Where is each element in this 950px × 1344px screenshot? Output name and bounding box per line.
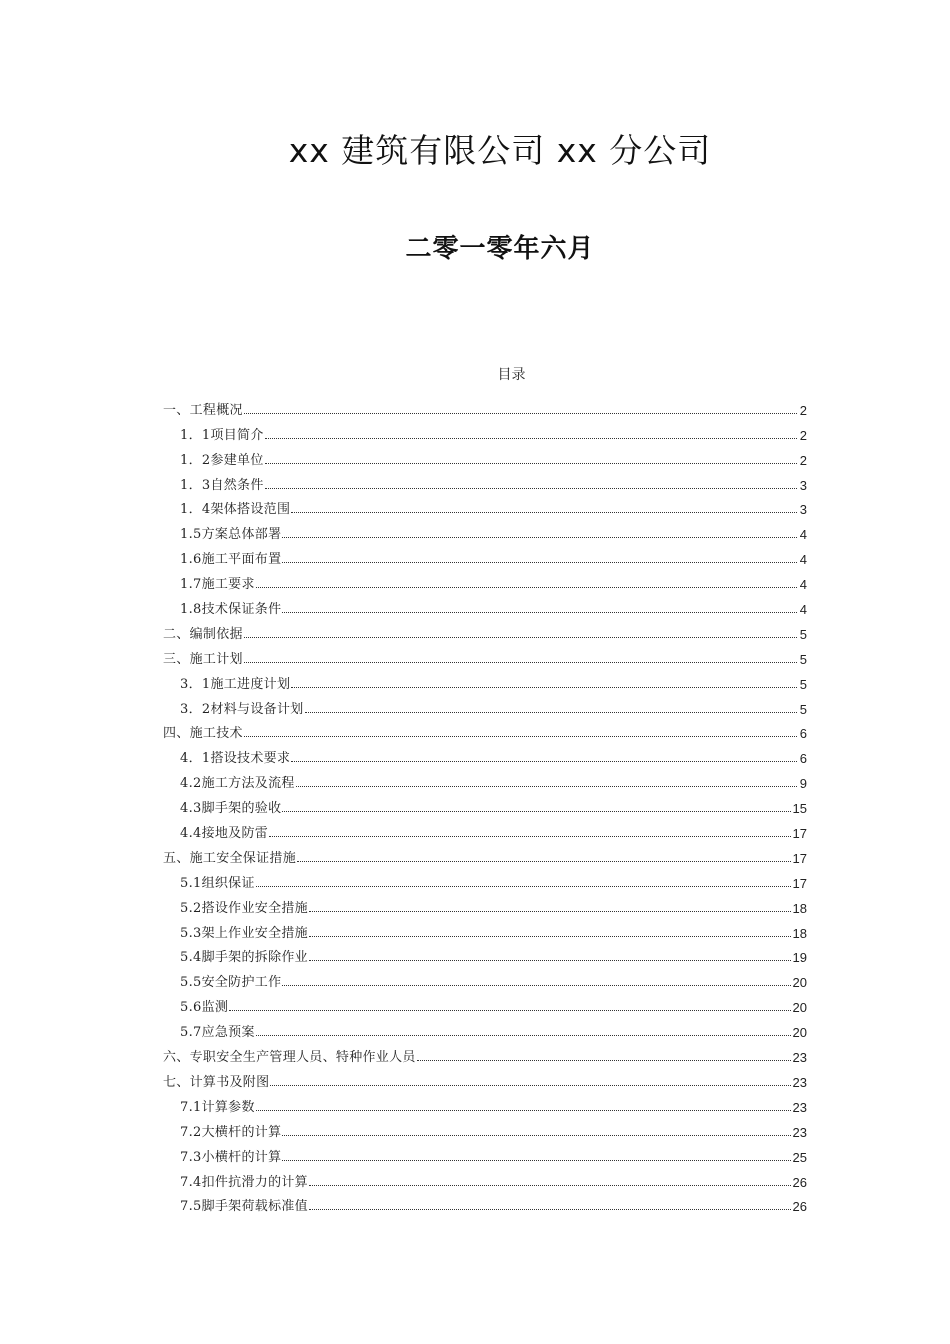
toc-entry[interactable]: [163, 766, 807, 791]
toc-entry-page: 5: [799, 676, 807, 692]
toc-entry-label: 7.4扣件抗滑力的计算: [180, 1174, 308, 1190]
toc-entry[interactable]: [163, 667, 807, 692]
toc-leader-dots: [296, 786, 797, 787]
toc-leader-dots: [282, 985, 790, 986]
toc-entry-page: 20: [792, 975, 807, 991]
toc-entry-page: 6: [799, 726, 807, 742]
toc-entry[interactable]: [163, 493, 807, 518]
toc-leader-dots: [256, 886, 791, 887]
toc-entry-page: 6: [799, 751, 807, 767]
toc-entry[interactable]: [163, 443, 807, 468]
toc-entry-page: 25: [792, 1149, 807, 1165]
toc-leader-dots: [269, 836, 790, 837]
toc-entry-label: 5.1组织保证: [180, 875, 255, 891]
toc-entry[interactable]: [163, 990, 807, 1015]
toc-entry[interactable]: [163, 841, 807, 866]
toc-entry-label: 7.3小横杆的计算: [180, 1149, 282, 1165]
toc-entry-label: 1.5方案总体部署: [180, 527, 282, 543]
toc-entry-label: 5.6监测: [180, 1000, 229, 1016]
toc-leader-dots: [256, 587, 797, 588]
toc-entry-page: 18: [792, 925, 807, 941]
toc-leader-dots: [244, 736, 797, 737]
toc-entry-label: 7.1计算参数: [180, 1099, 255, 1115]
toc-leader-dots: [282, 811, 790, 812]
toc-entry-page: 3: [799, 502, 807, 518]
toc-heading: 目录: [497, 367, 526, 383]
toc-entry-page: 2: [799, 452, 807, 468]
toc-leader-dots: [265, 488, 797, 489]
toc-entry-page: 23: [792, 1050, 807, 1066]
toc-entry[interactable]: [163, 816, 807, 841]
toc-entry[interactable]: [163, 916, 807, 941]
toc-entry-page: 26: [792, 1199, 807, 1215]
toc-leader-dots: [309, 936, 791, 937]
toc-entry[interactable]: [163, 517, 807, 542]
toc-entry[interactable]: [163, 1165, 807, 1190]
toc-leader-dots: [244, 662, 797, 663]
toc-entry-label: 5.2搭设作业安全措施: [180, 900, 308, 916]
toc-entry-page: 17: [792, 875, 807, 891]
toc-entry[interactable]: [163, 393, 807, 418]
toc-entry-page: 5: [799, 626, 807, 642]
toc-entry[interactable]: [163, 1065, 807, 1090]
toc-entry-label: 3．1施工进度计划: [180, 676, 291, 692]
toc-entry[interactable]: [163, 891, 807, 916]
toc-entry[interactable]: [163, 1015, 807, 1040]
toc-leader-dots: [270, 1085, 790, 1086]
toc-entry-label: 1．4架体搭设范围: [180, 502, 291, 518]
toc-entry-page: 20: [792, 1025, 807, 1041]
toc-entry-page: 17: [792, 826, 807, 842]
toc-entry-label: 3．2材料与设备计划: [180, 701, 304, 717]
toc-entry-label: 5.4脚手架的拆除作业: [180, 950, 308, 966]
toc-entry-page: 4: [799, 577, 807, 593]
toc-leader-dots: [309, 1209, 791, 1210]
toc-entry-page: 17: [792, 850, 807, 866]
toc-entry-label: 1.8技术保证条件: [180, 602, 282, 618]
toc-entry-label: 5.5安全防护工作: [180, 975, 282, 991]
toc-entry[interactable]: [163, 791, 807, 816]
date-title: 二零一零年六月: [405, 234, 595, 264]
toc-entry-page: 2: [799, 427, 807, 443]
toc-entry-page: 5: [799, 651, 807, 667]
toc-entry[interactable]: [163, 965, 807, 990]
toc-entry[interactable]: [163, 592, 807, 617]
toc-entry-page: 18: [792, 900, 807, 916]
toc-entry-label: 二、编制依据: [163, 626, 243, 642]
toc-entry[interactable]: [163, 418, 807, 443]
toc-entry[interactable]: [163, 1140, 807, 1165]
toc-leader-dots: [256, 1035, 791, 1036]
toc-entry-label: 1．3自然条件: [180, 477, 264, 493]
toc-entry-page: 23: [792, 1074, 807, 1090]
toc-entry-label: 六、专职安全生产管理人员、特种作业人员: [163, 1050, 416, 1066]
toc-entry-label: 一、工程概况: [163, 402, 243, 418]
toc-entry-page: 3: [799, 477, 807, 493]
toc-entry-label: 五、施工安全保证措施: [163, 850, 297, 866]
toc-entry[interactable]: [163, 717, 807, 742]
toc-entry-page: 2: [799, 402, 807, 418]
toc-entry[interactable]: [163, 692, 807, 717]
toc-entry[interactable]: [163, 741, 807, 766]
toc-leader-dots: [309, 911, 791, 912]
toc-entry-label: 七、计算书及附图: [163, 1074, 270, 1090]
toc-entry-label: 4.4接地及防雷: [180, 826, 269, 842]
toc-entry[interactable]: [163, 542, 807, 567]
toc-leader-dots: [305, 712, 797, 713]
toc-entry-label: 4.2施工方法及流程: [180, 776, 295, 792]
toc-entry-label: 5.3架上作业安全措施: [180, 925, 308, 941]
company-title: xx 建筑有限公司 xx 分公司: [288, 131, 712, 170]
toc-entry[interactable]: [163, 567, 807, 592]
toc-entry-page: 20: [792, 1000, 807, 1016]
toc-leader-dots: [244, 637, 797, 638]
toc-entry-page: 4: [799, 527, 807, 543]
toc-entry[interactable]: [163, 617, 807, 642]
toc-leader-dots: [229, 1010, 790, 1011]
toc-leader-dots: [265, 438, 797, 439]
toc-entry-label: 7.2大横杆的计算: [180, 1124, 282, 1140]
toc-entry-page: 15: [792, 801, 807, 817]
toc-leader-dots: [282, 1135, 790, 1136]
toc-entry-label: 1.6施工平面布置: [180, 552, 282, 568]
toc-leader-dots: [256, 1110, 791, 1111]
toc-entry-label: 5.7应急预案: [180, 1025, 255, 1041]
toc-entry-label: 1．1项目简介: [180, 427, 264, 443]
toc-entry[interactable]: [163, 941, 807, 966]
toc-entry-label: 1.7施工要求: [180, 577, 255, 593]
toc-entry-page: 9: [799, 776, 807, 792]
toc-entry-label: 四、施工技术: [163, 726, 243, 742]
toc-leader-dots: [309, 960, 791, 961]
toc-entry[interactable]: [163, 1190, 807, 1215]
toc-leader-dots: [282, 612, 797, 613]
toc-leader-dots: [282, 562, 797, 563]
toc-entry-page: 23: [792, 1124, 807, 1140]
toc-entry-page: 26: [792, 1174, 807, 1190]
toc-leader-dots: [244, 413, 797, 414]
toc-entry-label: 4.3脚手架的验收: [180, 801, 282, 817]
toc-leader-dots: [291, 512, 797, 513]
toc-leader-dots: [309, 1185, 791, 1186]
table-of-contents: [163, 393, 807, 1214]
toc-leader-dots: [417, 1060, 791, 1061]
toc-entry[interactable]: [163, 642, 807, 667]
toc-entry-page: 5: [799, 701, 807, 717]
toc-entry[interactable]: [163, 1090, 807, 1115]
toc-entry-label: 三、施工计划: [163, 651, 243, 667]
toc-entry-label: 4．1搭设技术要求: [180, 751, 291, 767]
toc-leader-dots: [282, 537, 797, 538]
toc-leader-dots: [291, 761, 797, 762]
toc-leader-dots: [297, 861, 791, 862]
toc-leader-dots: [291, 687, 797, 688]
toc-entry[interactable]: [163, 1040, 807, 1065]
toc-leader-dots: [282, 1160, 790, 1161]
toc-leader-dots: [265, 463, 797, 464]
toc-entry-label: 7.5脚手架荷载标准值: [180, 1199, 308, 1215]
toc-entry[interactable]: [163, 1115, 807, 1140]
toc-entry[interactable]: [163, 866, 807, 891]
toc-entry-page: 23: [792, 1099, 807, 1115]
toc-entry[interactable]: [163, 468, 807, 493]
toc-entry-page: 19: [792, 950, 807, 966]
toc-entry-page: 4: [799, 602, 807, 618]
toc-entry-label: 1．2参建单位: [180, 452, 264, 468]
toc-entry-page: 4: [799, 552, 807, 568]
